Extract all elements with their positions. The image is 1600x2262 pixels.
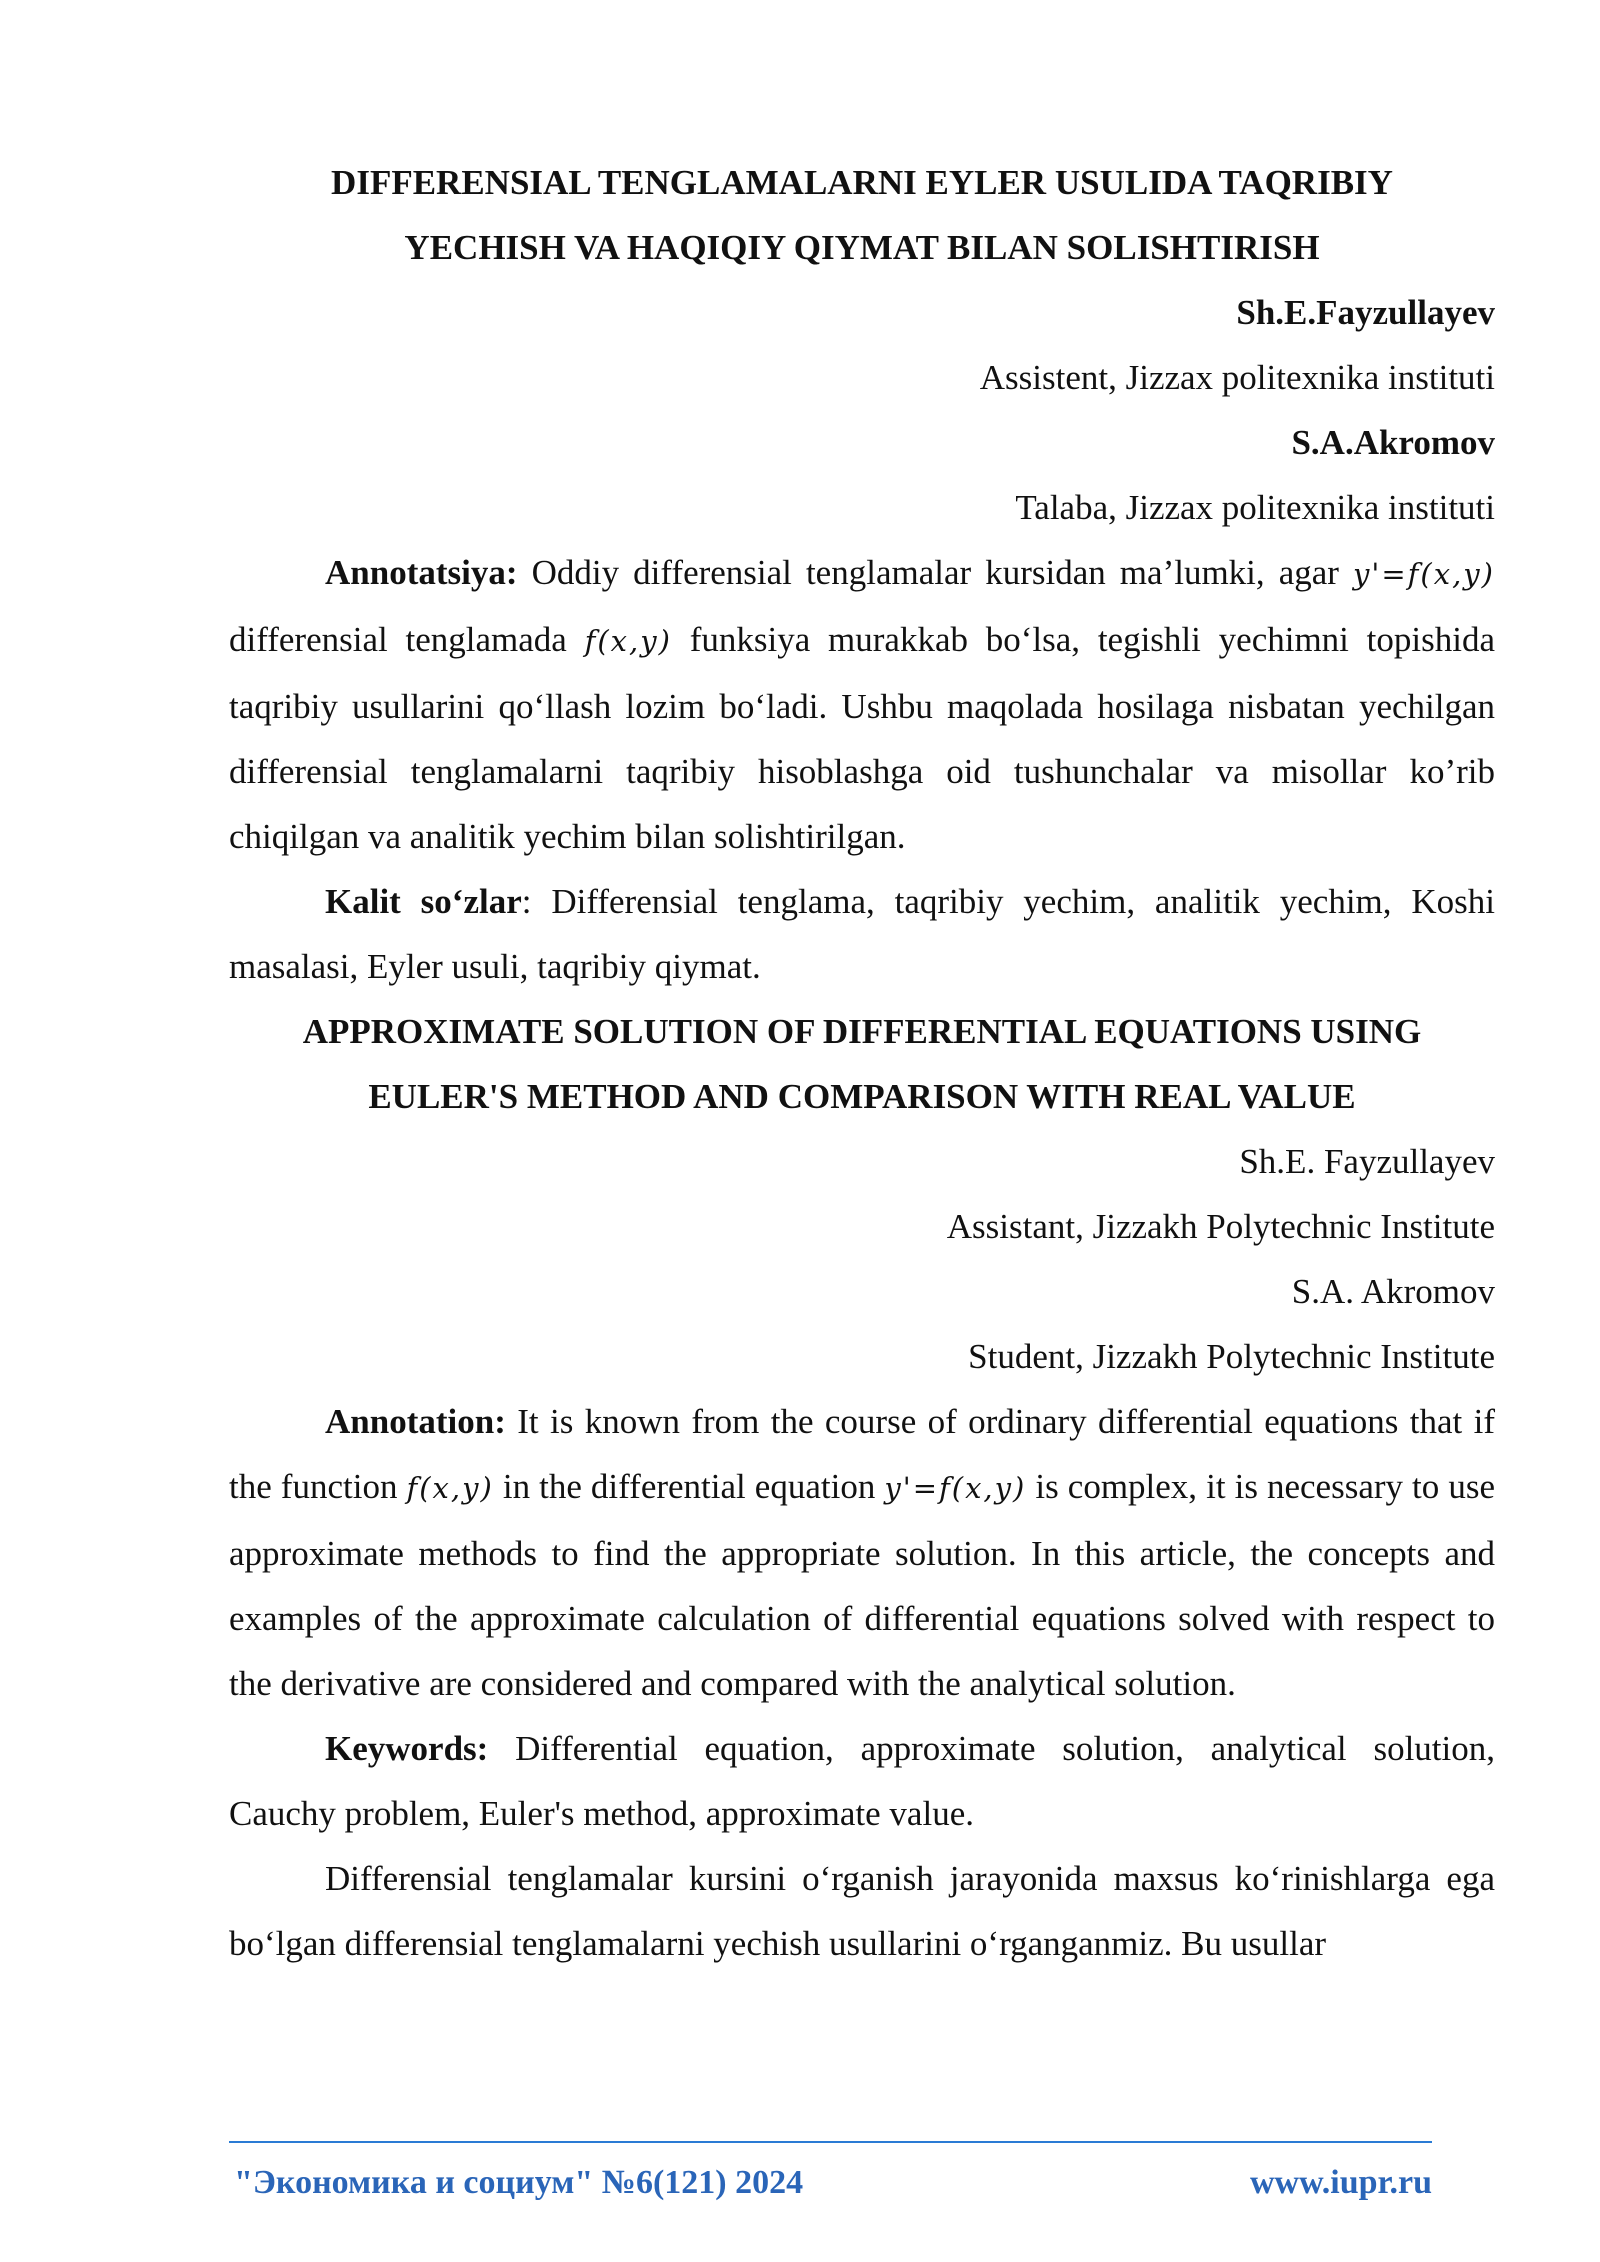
en-affil2: Student, Jizzakh Polytechnic Institute <box>968 1337 1495 1376</box>
uz-keywords-label: Kalit so‘zlar <box>325 882 522 921</box>
footer-divider <box>229 2141 1432 2143</box>
en-abstract-text1: It is known from the course of ordinary differential equations that if the function <box>229 1402 1495 1506</box>
uz-title-line1: DIFFERENSIAL TENGLAMALARNI EYLER USULIDA TAQRIBIY <box>331 163 1393 202</box>
en-equation-f: f(x,y) <box>406 1471 494 1505</box>
uz-keywords <box>229 869 1495 999</box>
uz-affil1: Assistent, Jizzax politexnika instituti <box>979 358 1495 397</box>
uz-equation-ode: y'=f(x,y) <box>1353 557 1495 591</box>
en-abstract-text3: is complex, it is necessary to use approximate methods to find the appropriate solution. In this article, the concepts and examples of the approximate calculation of differential equations solved with respect to the derivative are considered and compared with the analytical solution. <box>229 1467 1495 1703</box>
en-abstract <box>229 1389 1495 1716</box>
en-keywords-label: Keywords: <box>325 1729 489 1768</box>
uz-abstract <box>229 540 1495 869</box>
uz-abstract-text2: differensial tenglamada <box>229 620 585 659</box>
en-title-line2: EULER'S METHOD AND COMPARISON WITH REAL VALUE <box>368 1077 1356 1116</box>
en-affil1: Assistant, Jizzakh Polytechnic Institute <box>946 1207 1495 1246</box>
uz-equation-f: f(x,y) <box>584 624 672 658</box>
uz-title-line2: YECHISH VA HAQIQIY QIYMAT BILAN SOLISHTIRISH <box>404 228 1320 267</box>
en-abstract-label: Annotation: <box>325 1402 506 1441</box>
en-equation-ode: y'=f(x,y) <box>884 1471 1027 1505</box>
en-keywords <box>229 1716 1495 1846</box>
en-author1: Sh.E. Fayzullayev <box>1239 1142 1495 1181</box>
uz-abstract-text3: funksiya murakkab bo‘lsa, tegishli yechimni topishida taqribiy usullarini qo‘llash lozim bo‘ladi. Ushbu maqolada hosilaga nisbatan yechilgan differensial tenglamalarni taqribiy hisoblashga oid tushunchalar va misollar ko’rib chiqilgan va analitik yechim bilan solishtirilgan. <box>229 620 1496 856</box>
footer-journal: "Экономика и социум" №6(121) 2024 <box>234 2164 804 2201</box>
en-title-line1: APPROXIMATE SOLUTION OF DIFFERENTIAL EQUATIONS USING <box>302 1012 1422 1051</box>
uz-abstract-label: Annotatsiya: <box>325 553 518 592</box>
uz-abstract-text1: Oddiy differensial tenglamalar kursidan ma’lumki, agar <box>517 553 1354 592</box>
uz-keywords-text: : Differensial tenglama, taqribiy yechim, analitik yechim, Koshi masalasi, Eyler usuli, taqribiy qiymat. <box>229 882 1495 986</box>
uz-author2: S.A.Akromov <box>1291 423 1495 462</box>
footer-website[interactable]: www.iupr.ru <box>1249 2164 1432 2201</box>
uz-author1: Sh.E.Fayzullayev <box>1236 293 1495 332</box>
en-author2: S.A. Akromov <box>1291 1272 1495 1311</box>
body-paragraph: Differensial tenglamalar kursini o‘rganish jarayonida maxsus ko‘rinishlarga ega bo‘lgan differensial tenglamalarni yechish usullarini o‘rganganmiz. Bu usullar <box>229 1859 1495 1963</box>
en-abstract-text2: in the differential equation <box>493 1467 885 1506</box>
article-page <box>229 150 1495 1976</box>
en-keywords-text: Differential equation, approximate solution, analytical solution, Cauchy problem, Euler's method, approximate value. <box>229 1729 1495 1833</box>
uz-affil2: Talaba, Jizzax politexnika instituti <box>1015 488 1495 527</box>
